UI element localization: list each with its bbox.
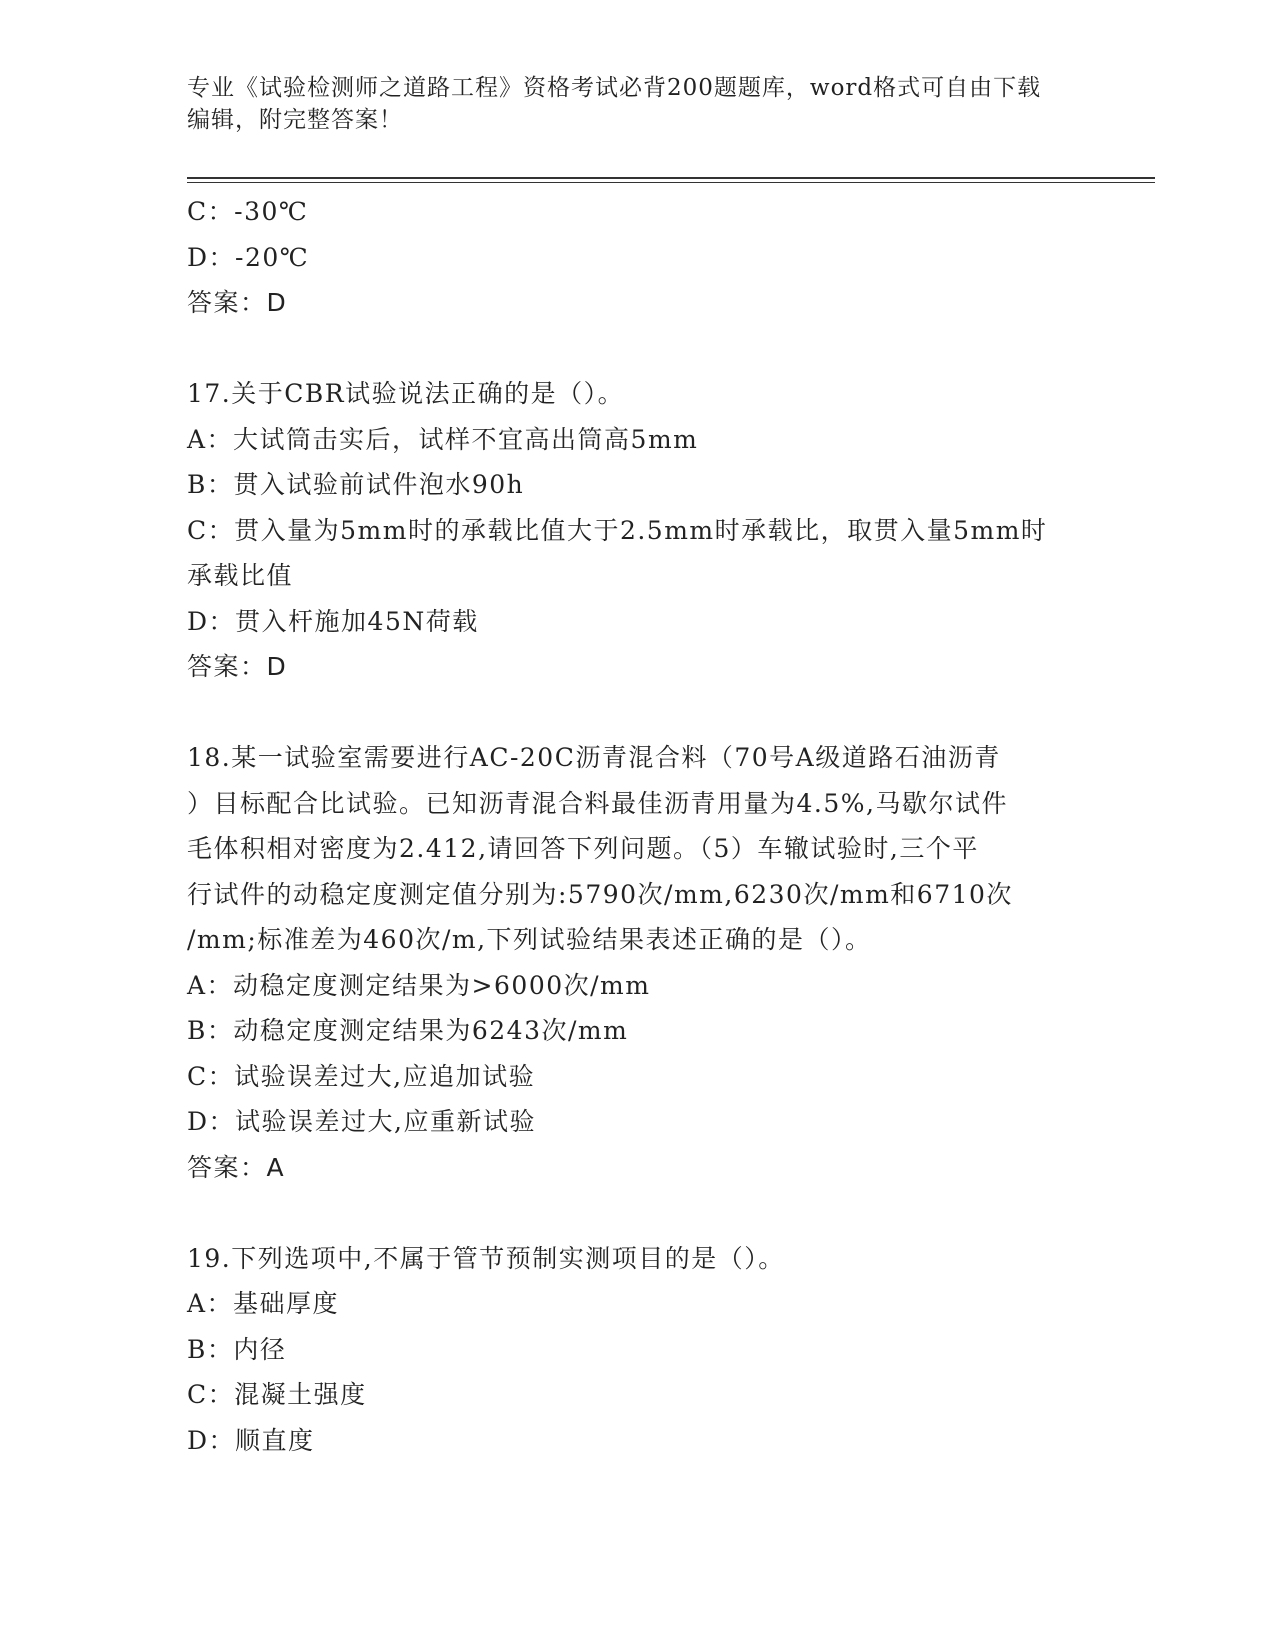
- option-b: B：动稳定度测定结果为6243次/mm: [187, 1016, 629, 1045]
- option-d: D：试验误差过大,应重新试验: [187, 1107, 536, 1136]
- option-c-continued: 承载比值: [187, 561, 294, 590]
- option-d: D：-20℃: [187, 242, 310, 272]
- option-c: C：试验误差过大,应追加试验: [187, 1061, 536, 1091]
- spacer: [187, 690, 1087, 736]
- header-line-2: 编辑，附完整答案！: [187, 107, 403, 133]
- option-c: C：混凝土强度: [187, 1380, 367, 1409]
- answer-line: 答案：A: [187, 1152, 286, 1182]
- option-d: D：贯入杆施加45N荷载: [187, 606, 479, 636]
- option-a: A：基础厚度: [187, 1289, 340, 1318]
- option-a: A：大试筒击实后，试样不宜高出筒高5mm: [187, 424, 699, 454]
- option-c: C：贯入量为5mm时的承载比值大于2.5mm时承载比，取贯入量5mm时: [187, 515, 1048, 545]
- spacer: [187, 326, 1087, 372]
- question-stem: 18.某一试验室需要进行AC-20C沥青混合料（70号A级道路石油沥青: [187, 743, 1001, 772]
- option-b: B：贯入试验前试件泡水90h: [187, 470, 525, 499]
- page-header: [187, 72, 1087, 136]
- question-stem: 19.下列选项中,不属于管节预制实测项目的是（）。: [187, 1243, 785, 1273]
- question-stem: 行试件的动稳定度测定值分别为:5790次/mm,6230次/mm和6710次: [187, 879, 1013, 909]
- question-17: [187, 371, 1087, 690]
- header-line-1: 专业《试验检测师之道路工程》资格考试必背200题题库，word格式可自由下载: [187, 75, 1042, 101]
- question-18: [187, 735, 1087, 1190]
- question-stem: 17.关于CBR试验说法正确的是（）。: [187, 379, 625, 408]
- header-divider: [187, 177, 1155, 183]
- option-a: A：动稳定度测定结果为>6000次/mm: [187, 970, 651, 1000]
- option-c: C：-30℃: [187, 197, 309, 226]
- prev-question: [187, 189, 1087, 326]
- option-b: B：内径: [187, 1334, 287, 1364]
- option-d: D：顺直度: [187, 1425, 315, 1455]
- question-stem: /mm;标准差为460次/m,下列试验结果表述正确的是（）。: [187, 925, 872, 954]
- document-body: [187, 189, 1087, 1463]
- question-stem: 毛体积相对密度为2.412,请回答下列问题。（5）车辙试验时,三个平: [187, 834, 979, 863]
- question-stem: ）目标配合比试验。已知沥青混合料最佳沥青用量为4.5%,马歇尔试件: [187, 788, 1008, 818]
- spacer: [187, 1190, 1087, 1236]
- question-19: [187, 1236, 1087, 1464]
- answer-line: 答案：D: [187, 652, 288, 681]
- answer-line: 答案：D: [187, 288, 288, 317]
